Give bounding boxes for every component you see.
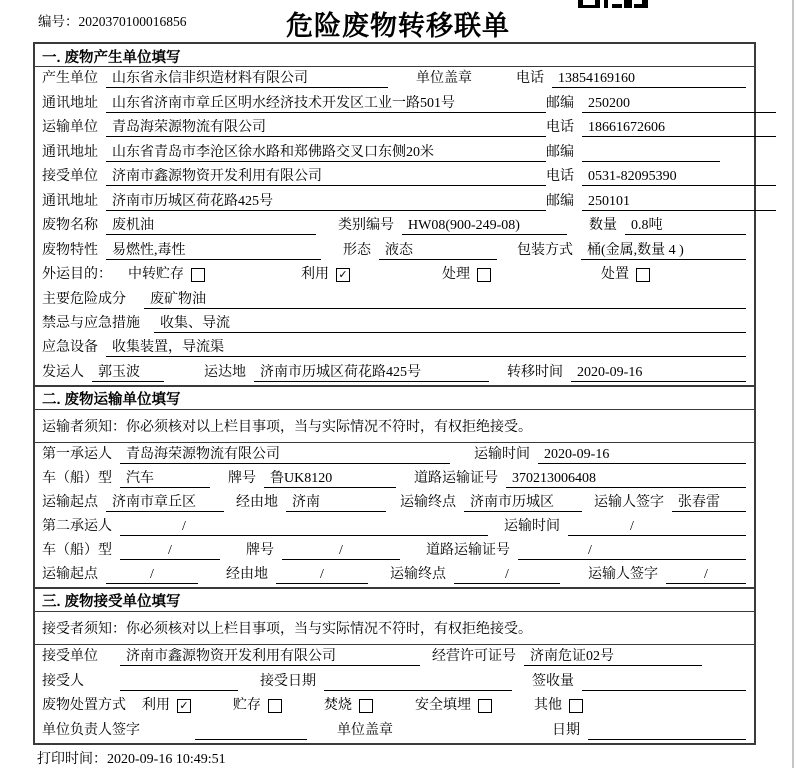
section3-heading: 三. 废物接受单位填写 <box>35 587 754 612</box>
transfer-purpose-label: 外运目的： <box>42 267 112 283</box>
plate-number-value: 鲁UK8120 <box>264 470 396 488</box>
destination-value: 济南市历城区荷花路425号 <box>254 364 489 382</box>
accepting-unit-value: 济南市鑫源物资开发利用有限公司 <box>120 648 420 666</box>
dispatcher-label: 发运人 <box>42 364 84 380</box>
checkbox-unchecked-icon <box>477 268 491 282</box>
second-road-permit-value: / <box>518 542 746 560</box>
phone-label: 电话 <box>546 169 574 185</box>
transport-unit-value: 青岛海荣源物流有限公司 <box>106 119 546 137</box>
waste-property-label: 废物特性 <box>42 242 98 258</box>
first-route-row <box>35 491 754 515</box>
endpoint-label: 运输终点 <box>390 566 446 582</box>
accept-date-value <box>324 673 512 691</box>
document-number-value: 2020370100016856 <box>78 14 187 29</box>
print-time <box>37 748 226 768</box>
date-value <box>588 722 746 740</box>
producer-phone-value: 13854169160 <box>552 70 746 88</box>
emergency-measures-label: 禁忌与应急措施 <box>42 315 140 331</box>
receiver-notice-text: 接受者须知：你必须核对以上栏目事项，当与实际情况不符时，有权拒绝接受。 <box>42 621 532 637</box>
purpose-option-treat <box>442 266 491 284</box>
accepting-unit-label: 接受单位 <box>42 649 98 665</box>
checkbox-unchecked-icon <box>268 699 282 713</box>
road-permit-label: 道路运输证号 <box>426 542 510 558</box>
document-number-label: 编号： <box>38 14 79 29</box>
unit-seal-label: 单位盖章 <box>337 723 393 739</box>
disposal-option-storage <box>233 697 282 715</box>
disposal-method-row <box>35 694 754 719</box>
road-permit-value: 370213006408 <box>506 470 746 488</box>
receiver-address-value: 济南市历城区荷花路425号 <box>106 193 546 211</box>
second-carrier-label: 第二承运人 <box>42 518 112 534</box>
first-carrier-row <box>35 443 754 467</box>
category-code-value: HW08(900-249-08) <box>402 217 567 235</box>
form-state-label: 形态 <box>343 242 371 258</box>
postcode-label: 邮编 <box>546 193 574 209</box>
producer-unit-label: 产生单位 <box>42 71 98 87</box>
purpose-utilize-label: 利用 <box>301 267 329 283</box>
second-vehicle-type-value: / <box>120 542 220 560</box>
vehicle-type-label: 车（船）型 <box>42 470 112 486</box>
received-amount-value <box>582 673 746 691</box>
disposal-landfill-label: 安全填埋 <box>415 698 471 714</box>
plate-number-label: 牌号 <box>228 470 256 486</box>
phone-label: 电话 <box>546 120 574 136</box>
waste-property-row <box>35 238 754 262</box>
section3-rows <box>35 645 754 743</box>
page-edge-divider <box>792 0 794 768</box>
second-carrier-value: / <box>120 518 488 536</box>
first-carrier-label: 第一承运人 <box>42 446 112 462</box>
checkbox-unchecked-icon <box>191 268 205 282</box>
acceptor-label: 接受人 <box>42 673 84 689</box>
endpoint-value: 济南市历城区 <box>464 494 582 512</box>
print-time-value: 2020-09-16 10:49:51 <box>107 752 226 767</box>
carrier-signature-label: 运输人签字 <box>594 494 664 510</box>
second-route-row <box>35 563 754 587</box>
receiver-unit-row <box>35 165 754 189</box>
accept-date-label: 接受日期 <box>260 673 316 689</box>
origin-value: 济南市章丘区 <box>106 494 224 512</box>
license-number-value: 济南危证02号 <box>524 648 702 666</box>
waste-name-label: 废物名称 <box>42 218 98 234</box>
disposal-incinerate-label: 焚烧 <box>324 698 352 714</box>
transport-date-label: 运输时间 <box>504 518 560 534</box>
receiver-notice <box>35 612 754 645</box>
manifest-table <box>33 42 756 745</box>
disposal-option-utilize <box>142 697 191 715</box>
second-origin-value: / <box>106 566 198 584</box>
disposal-utilize-label: 利用 <box>142 698 170 714</box>
vehicle-type-value: 汽车 <box>120 470 210 488</box>
quantity-value: 0.8吨 <box>625 217 746 235</box>
phone-label: 电话 <box>516 71 544 87</box>
receiver-postcode-value: 250101 <box>582 193 776 211</box>
receiver-unit-label: 接受单位 <box>42 169 98 185</box>
transfer-date-label: 转移时间 <box>507 364 563 380</box>
category-code-label: 类别编号 <box>338 218 394 234</box>
responsible-signature-row <box>35 718 754 743</box>
emergency-equipment-value: 收集装置，导流渠 <box>106 339 746 357</box>
first-vehicle-row <box>35 467 754 491</box>
acceptor-row <box>35 669 754 694</box>
hazard-component-row <box>35 287 754 311</box>
responsible-signature-label: 单位负责人签字 <box>42 723 140 739</box>
receiver-unit-value: 济南市鑫源物资开发利用有限公司 <box>106 168 546 186</box>
purpose-option-utilize <box>301 266 350 284</box>
waste-property-value: 易燃性,毒性 <box>106 242 321 260</box>
purpose-option-dispose <box>601 266 650 284</box>
license-number-label: 经营许可证号 <box>432 649 516 665</box>
section1-rows <box>35 67 754 385</box>
transporter-notice-text: 运输者须知：你必须核对以上栏目事项，当与实际情况不符时，有权拒绝接受。 <box>42 419 532 435</box>
disposal-option-other <box>534 697 583 715</box>
form-state-value: 液态 <box>379 242 497 260</box>
disposal-storage-label: 贮存 <box>233 698 261 714</box>
via-label: 经由地 <box>226 566 268 582</box>
packaging-value: 桶(金属,数量 4 ) <box>581 242 746 260</box>
via-value: 济南 <box>286 494 386 512</box>
carrier-signature-value: 张春雷 <box>672 494 746 512</box>
transporter-notice <box>35 410 754 443</box>
print-time-label: 打印时间： <box>37 752 107 767</box>
receiver-phone-value: 0531-82095390 <box>582 168 776 186</box>
first-transport-date-value: 2020-09-16 <box>538 446 746 464</box>
transport-unit-row <box>35 116 754 140</box>
transport-address-row <box>35 140 754 164</box>
second-plate-number-value: / <box>282 542 400 560</box>
destination-label: 运达地 <box>204 364 246 380</box>
packaging-label: 包装方式 <box>517 242 573 258</box>
emergency-equipment-label: 应急设备 <box>42 340 98 356</box>
checkbox-unchecked-icon <box>569 699 583 713</box>
transport-unit-label: 运输单位 <box>42 120 98 136</box>
transfer-purpose-row <box>35 263 754 287</box>
first-carrier-value: 青岛海荣源物流有限公司 <box>120 446 450 464</box>
disposal-other-label: 其他 <box>534 698 562 714</box>
producer-unit-value: 山东省永信非织造材料有限公司 <box>106 70 388 88</box>
transfer-date-value: 2020-09-16 <box>571 364 746 382</box>
second-endpoint-value: / <box>454 566 560 584</box>
checkbox-unchecked-icon <box>478 699 492 713</box>
unit-seal-label: 单位盖章 <box>416 71 472 87</box>
acceptor-value <box>120 673 238 691</box>
disposal-option-incinerate <box>324 697 373 715</box>
hazard-component-value: 废矿物油 <box>144 291 746 309</box>
transport-date-label: 运输时间 <box>474 446 530 462</box>
purpose-treat-label: 处理 <box>442 267 470 283</box>
address-label: 通讯地址 <box>42 95 98 111</box>
postcode-label: 邮编 <box>546 95 574 111</box>
responsible-signature-value <box>195 722 307 740</box>
dispatcher-row <box>35 360 754 384</box>
section2-heading: 二. 废物运输单位填写 <box>35 385 754 410</box>
producer-postcode-value: 250200 <box>582 95 776 113</box>
transport-phone-value: 18661672606 <box>582 119 776 137</box>
section2-rows <box>35 443 754 587</box>
qr-code-fragment-icon <box>578 0 650 9</box>
receiver-address-row <box>35 189 754 213</box>
emergency-measures-value: 收集、导流 <box>154 315 746 333</box>
second-carrier-row <box>35 515 754 539</box>
waste-name-row <box>35 214 754 238</box>
transport-postcode-value <box>582 144 720 162</box>
disposal-option-landfill <box>415 697 492 715</box>
address-label: 通讯地址 <box>42 144 98 160</box>
quantity-label: 数量 <box>589 218 617 234</box>
postcode-label: 邮编 <box>546 144 574 160</box>
checkbox-unchecked-icon <box>359 699 373 713</box>
plate-number-label: 牌号 <box>246 542 274 558</box>
purpose-option-storage <box>128 266 205 284</box>
emergency-measures-row <box>35 312 754 336</box>
producer-address-value: 山东省济南市章丘区明水经济技术开发区工业一路501号 <box>106 95 546 113</box>
origin-label: 运输起点 <box>42 494 98 510</box>
road-permit-label: 道路运输证号 <box>414 470 498 486</box>
page-title: 危险废物转移联单 <box>286 11 510 41</box>
carrier-signature-label: 运输人签字 <box>588 566 658 582</box>
transport-address-value: 山东省青岛市李沧区徐水路和郑佛路交叉口东侧20米 <box>106 144 546 162</box>
second-vehicle-row <box>35 539 754 563</box>
checkbox-unchecked-icon <box>636 268 650 282</box>
checkbox-checked-icon: ✓ <box>177 699 191 713</box>
address-label: 通讯地址 <box>42 193 98 209</box>
origin-label: 运输起点 <box>42 566 98 582</box>
waste-name-value: 废机油 <box>106 217 316 235</box>
second-transport-date-value: / <box>568 518 746 536</box>
vehicle-type-label: 车（船）型 <box>42 542 112 558</box>
received-amount-label: 签收量 <box>532 673 574 689</box>
emergency-equipment-row <box>35 336 754 360</box>
dispatcher-value: 郭玉波 <box>92 364 164 382</box>
via-label: 经由地 <box>236 494 278 510</box>
accepting-unit-row <box>35 645 754 670</box>
purpose-dispose-label: 处置 <box>601 267 629 283</box>
producer-address-row <box>35 91 754 115</box>
endpoint-label: 运输终点 <box>400 494 456 510</box>
second-carrier-signature-value: / <box>666 566 746 584</box>
date-label: 日期 <box>552 723 580 739</box>
second-via-value: / <box>276 566 368 584</box>
checkbox-checked-icon: ✓ <box>336 268 350 282</box>
disposal-method-label: 废物处置方式 <box>42 698 126 714</box>
hazard-component-label: 主要危险成分 <box>42 291 126 307</box>
producer-unit-row <box>35 67 754 91</box>
purpose-storage-label: 中转贮存 <box>128 267 184 283</box>
section1-heading: 一. 废物产生单位填写 <box>35 44 754 67</box>
